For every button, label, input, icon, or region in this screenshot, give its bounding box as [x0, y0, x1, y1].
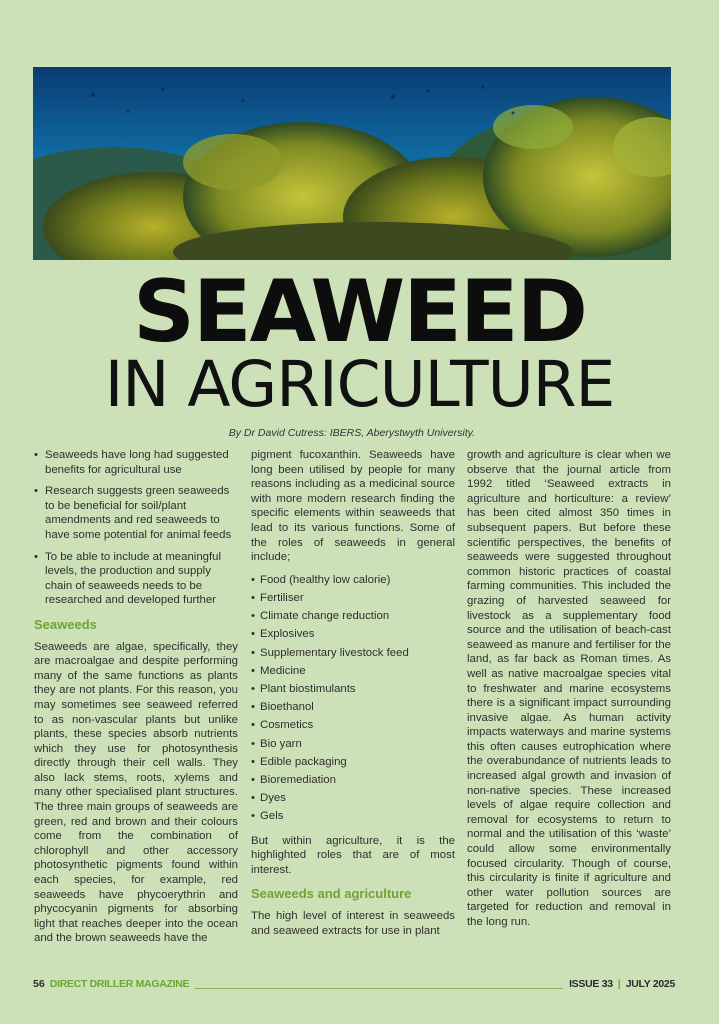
- body-paragraph: growth and agriculture is clear when we observe that the journal article from 1992 titled ‘Seaweed extracts in agriculture and horticulture: a review’ has been cited almost 350 times in subsequent papers. But before these scientific perspectives, the benefits of seaweeds were suggested throughout common historic practices of coastal farming communities. This included the grazing of harvested seaweed for livestock as a supplementary food source and the utilisation of beach-cast seaweed as manure and fertiliser for the land, as far back as Roman times. As well as native macroalgae species vital to freshwater and marine ecosystems there is a significant impact surrounding invasive algae. As human activity impacts waterways and marine systems this often causes eutrophication where the overabundance of nutrients leads to increased algal growth and invasion of non-native species. These increased levels of algae require collection and removal for ecosystems to return to normal and the utilisation of this ‘waste’ could allow some environmentally focused circularity. Though of course, this circularity is finite if agriculture and other water pollution sources are targeted for reduction and removal in the long run.: [467, 449, 671, 928]
- section-heading-seaweeds: Seaweeds: [34, 616, 97, 632]
- role-item: • Plant biostimulants: [251, 680, 455, 698]
- footer-separator: |: [617, 978, 621, 990]
- role-item: • Medicine: [251, 662, 455, 680]
- column-1: [34, 448, 238, 946]
- issue-date: JULY 2025: [625, 978, 675, 990]
- role-item: • Climate change reduction: [251, 607, 455, 625]
- role-item: • Fertiliser: [251, 589, 455, 607]
- role-item: • Bioremediation: [251, 771, 455, 789]
- role-item: • Gels: [251, 807, 455, 825]
- role-item: • Bio yarn: [251, 735, 455, 753]
- role-item: • Bioethanol: [251, 698, 455, 716]
- column-3: [467, 448, 671, 930]
- headline-sub: IN AGRICULTURE: [104, 348, 615, 421]
- byline: By Dr David Cutress: IBERS, Aberystwyth University.: [228, 427, 475, 439]
- role-item: • Explosives: [251, 625, 455, 643]
- roles-list: [251, 571, 455, 826]
- magazine-name: DIRECT DRILLER MAGAZINE: [49, 978, 190, 990]
- body-paragraph: The high level of interest in seaweeds and seaweed extracts for use in plant: [251, 909, 455, 937]
- role-item: • Edible packaging: [251, 753, 455, 771]
- intro-bullet: • Research suggests green seaweeds to be beneficial for soil/plant amendments and red seaweeds to have some potential for animal feeds: [34, 484, 238, 542]
- intro-bullet: • To be able to include at meaningful levels, the production and supply chain of seaweeds needs to be researched and developed further: [34, 550, 238, 608]
- body-paragraph: pigment fucoxanthin. Seaweeds have long been utilised by people for many reasons including as a medicinal source with more modern research finding the specific elements within seaweeds that lead to its various functions. Some of the roles of seaweeds in general include;: [251, 449, 455, 564]
- intro-bullet-list: [34, 448, 238, 608]
- footer-rule: [195, 988, 563, 989]
- page-number: 56: [33, 978, 45, 990]
- hero-image: [33, 67, 671, 260]
- role-item: • Food (healthy low calorie): [251, 571, 455, 589]
- role-item: • Dyes: [251, 789, 455, 807]
- body-paragraph: But within agriculture, it is the highlighted roles that are of most interest.: [251, 834, 455, 876]
- role-item: • Supplementary livestock feed: [251, 644, 455, 662]
- headline-main: SEAWEED: [132, 262, 587, 362]
- body-paragraph: Seaweeds are algae, specifically, they are macroalgae and despite performing many of the same functions as plants they are not plants. For this reason, you may sometimes see seaweed referred to as non-vascular plants but unlike plants, these species absorb nutrients which they use for photosynthesis directly through their cell walls. They also lack stems, roots, xylems and many other specialised plant structures. The three main groups of seaweeds are green, red and brown and their colours come from the combination of chlorophyll and other accessory photosynthetic pigments found within each species, for example, red seaweeds have phycoerythrin and phycocyanin pigments for absorbing light that reaches deeper into the ocean and the brown seaweeds have the: [34, 640, 238, 945]
- seaweed-underwater-photo-icon: [33, 67, 671, 260]
- role-item: • Cosmetics: [251, 716, 455, 734]
- intro-bullet: • Seaweeds have long had suggested benefits for agricultural use: [34, 448, 238, 477]
- page-footer: [33, 976, 675, 992]
- section-heading-agriculture: Seaweeds and agriculture: [251, 886, 412, 902]
- issue-number: ISSUE 33: [569, 978, 613, 990]
- column-2: [251, 448, 455, 938]
